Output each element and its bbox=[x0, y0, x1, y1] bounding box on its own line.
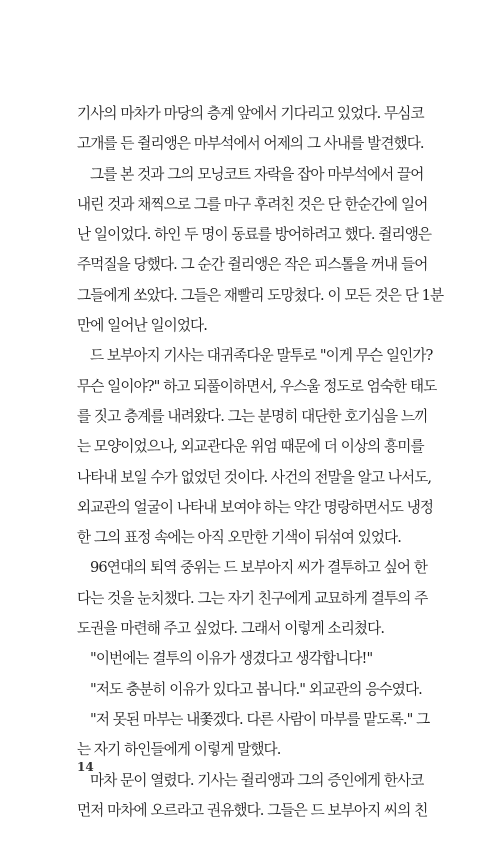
text-line: "저도 충분히 이유가 있다고 봅니다." 외교관의 응수였다. bbox=[90, 680, 422, 698]
text-line: 만에 일어난 일이었다. bbox=[77, 317, 207, 335]
text-line: 한 그의 표정 속에는 아직 오만한 기색이 뒤섞여 있었다. bbox=[77, 529, 401, 547]
text-line: 를 짓고 층계를 내려왔다. 그는 분명히 대단한 호기심을 느끼 bbox=[77, 407, 428, 425]
text-line: 주먹질을 당했다. 그 순간 쥘리앵은 작은 피스톨을 꺼내 들어 bbox=[77, 256, 428, 274]
text-line: 먼저 마차에 오르라고 권유했다. 그들은 드 보부아지 씨의 친 bbox=[77, 801, 428, 819]
text-line: 그들에게 쏘았다. 그들은 재빨리 도망쳤다. 이 모든 것은 단 1분 bbox=[77, 286, 444, 304]
text-line: 는 자기 하인들에게 이렇게 말했다. bbox=[77, 741, 281, 759]
text-line: 내린 것과 채찍으로 그를 마구 후려친 것은 단 한순간에 일어 bbox=[77, 195, 428, 213]
text-line: 무슨 일이야?" 하고 되풀이하면서, 우스울 정도로 엄숙한 태도 bbox=[77, 377, 437, 395]
page-number: 14 bbox=[77, 760, 94, 774]
text-line: "저 못된 마부는 내쫓겠다. 다른 사람이 마부를 맡도록." 그 bbox=[90, 710, 430, 728]
text-line: 다는 것을 눈치챘다. 그는 자기 친구에게 교묘하게 결투의 주 bbox=[77, 589, 428, 607]
text-line: 마차 문이 열렸다. 기사는 쥘리앵과 그의 증인에게 한사코 bbox=[90, 771, 424, 789]
text-line: 난 일이었다. 하인 두 명이 동료를 방어하려고 했다. 쥘리앵은 bbox=[77, 226, 432, 244]
text-line: 96연대의 퇴역 중위는 드 보부아지 씨가 결투하고 싶어 한 bbox=[90, 559, 428, 577]
text-line: 도권을 마련해 주고 싶었다. 그래서 이렇게 소리쳤다. bbox=[77, 620, 385, 638]
text-line: 외교관의 얼굴이 나타내 보여야 하는 약간 명랑하면서도 냉정 bbox=[77, 498, 434, 516]
text-line: "이번에는 결투의 이유가 생겼다고 생각합니다!" bbox=[90, 650, 373, 668]
text-line: 고개를 든 쥘리앵은 마부석에서 어제의 그 사내를 발견했다. bbox=[77, 135, 424, 153]
text-line: 기사의 마차가 마당의 층계 앞에서 기다리고 있었다. 무심코 bbox=[77, 105, 424, 122]
text-line: 드 보부아지 기사는 대귀족다운 말투로 "이게 무슨 일인가? bbox=[90, 347, 433, 365]
text-line: 나타내 보일 수가 없었던 것이다. 사건의 전말을 알고 나서도, bbox=[77, 468, 432, 486]
text-line: 는 모양이었으나, 외교관다운 위엄 때문에 더 이상의 흥미를 bbox=[77, 438, 424, 456]
body-text bbox=[77, 102, 444, 829]
text-line: 그를 본 것과 그의 모닝코트 자락을 잡아 마부석에서 끌어 bbox=[90, 165, 424, 183]
